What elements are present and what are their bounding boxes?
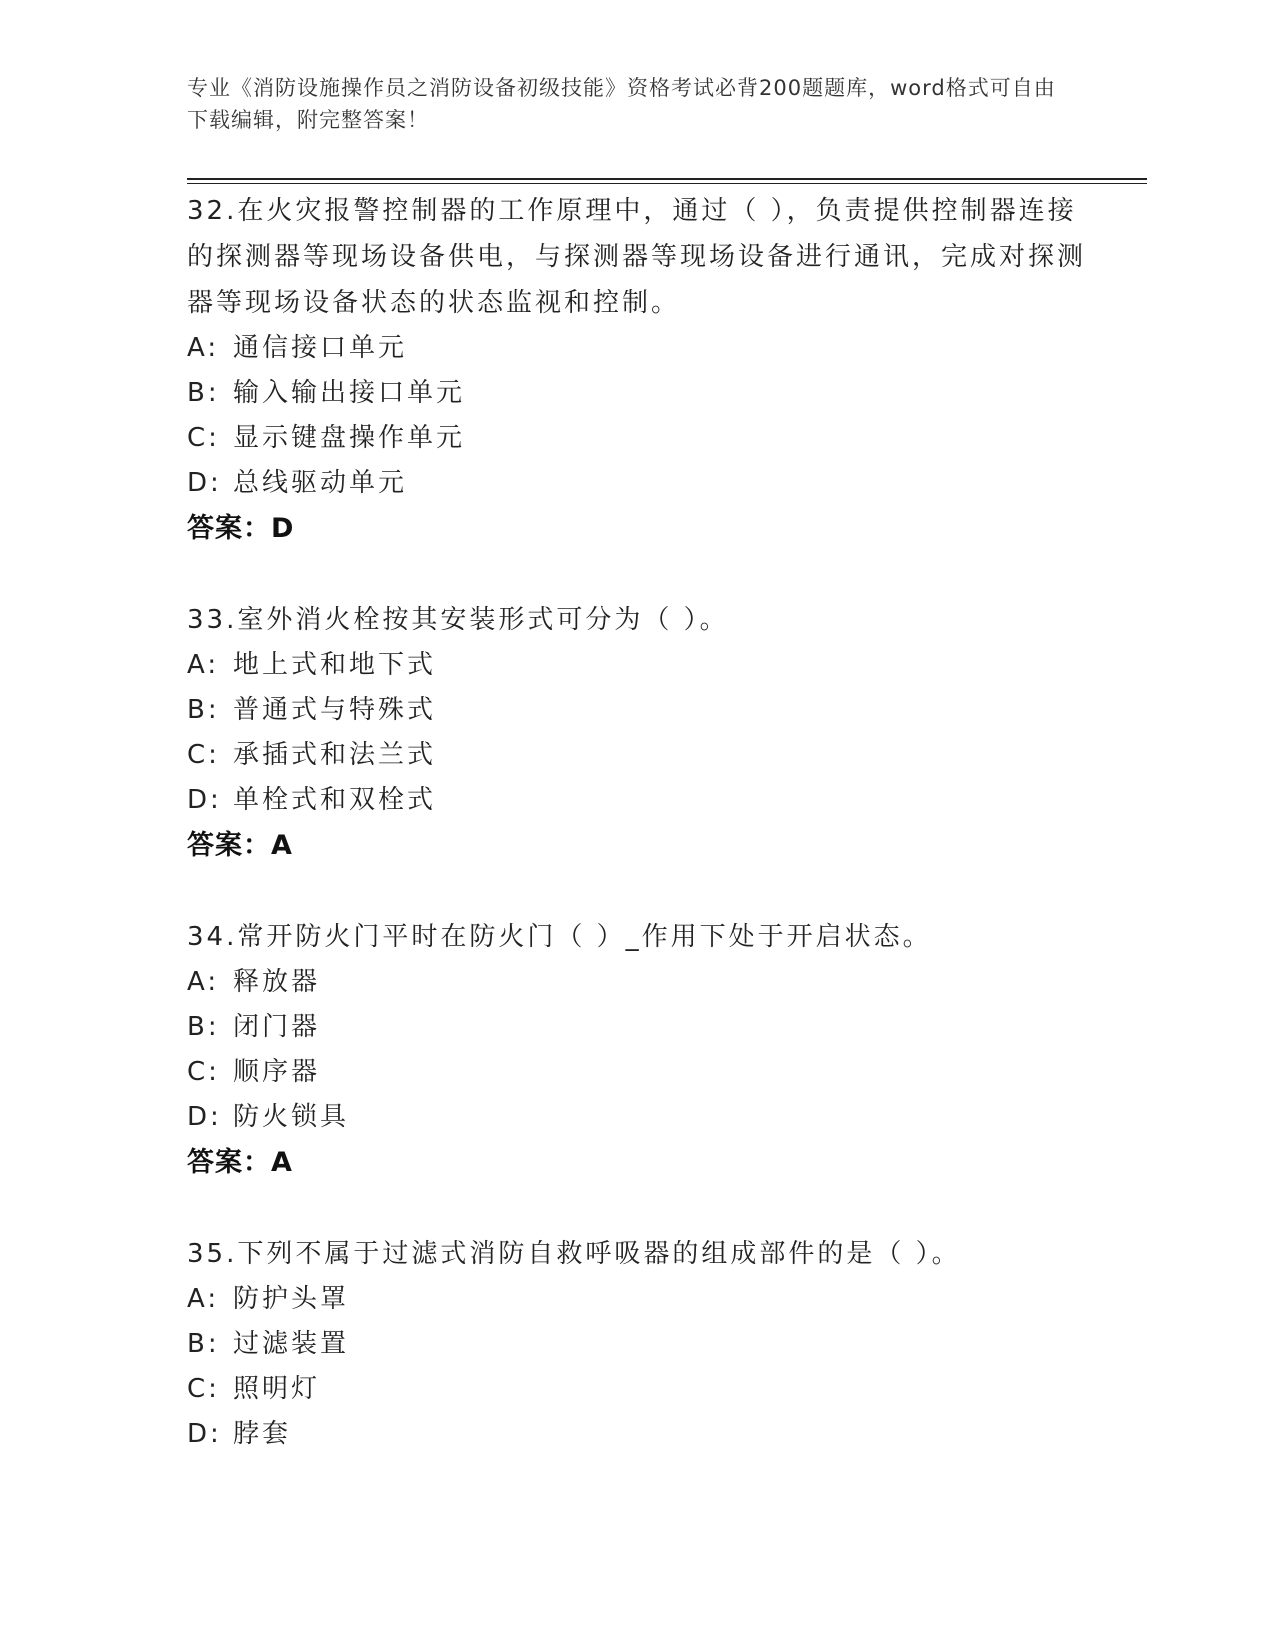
option-letter: D: <box>187 1102 222 1132</box>
option-a <box>187 1277 1087 1322</box>
option-letter: B: <box>187 1012 220 1042</box>
option-b <box>187 1005 1087 1050</box>
option-letter: D: <box>187 1419 222 1449</box>
option-d <box>187 1095 1087 1140</box>
option-letter: B: <box>187 378 220 408</box>
option-text: 顺序器 <box>233 1057 321 1087</box>
question-stem: 33.室外消火栓按其安装形式可分为（ ）。 <box>187 605 729 635</box>
option-text: 输入输出接口单元 <box>233 378 466 408</box>
option-letter: B: <box>187 695 220 725</box>
option-letter: C: <box>187 423 220 453</box>
option-letter: A: <box>187 333 220 363</box>
option-d <box>187 461 1087 506</box>
question-stem: 35.下列不属于过滤式消防自救呼吸器的组成部件的是（ ）。 <box>187 1239 961 1269</box>
option-text: 总线驱动单元 <box>233 468 408 498</box>
option-text: 照明灯 <box>233 1374 321 1404</box>
option-d <box>187 778 1087 823</box>
header-divider-thin <box>187 183 1147 184</box>
option-d <box>187 1412 1087 1457</box>
option-text: 闭门器 <box>233 1012 321 1042</box>
option-c <box>187 416 1087 461</box>
option-a <box>187 643 1087 688</box>
option-text: 承插式和法兰式 <box>233 740 437 770</box>
answer-line: 答案：A <box>187 830 293 861</box>
option-letter: A: <box>187 1284 220 1314</box>
option-letter: D: <box>187 785 222 815</box>
option-text: 显示键盘操作单元 <box>233 423 466 453</box>
option-text: 过滤装置 <box>233 1329 350 1359</box>
option-letter: C: <box>187 1057 220 1087</box>
question-list <box>187 188 1087 1502</box>
document-header: 专业《消防设施操作员之消防设备初级技能》资格考试必背200题题库，word格式可自由下载编辑，附完整答案！ <box>187 76 1056 132</box>
question-32 <box>187 188 1087 552</box>
option-text: 普通式与特殊式 <box>233 695 437 725</box>
option-c <box>187 1367 1087 1412</box>
option-letter: C: <box>187 740 220 770</box>
answer-line: 答案：A <box>187 1147 293 1178</box>
option-c <box>187 1050 1087 1095</box>
option-text: 单栓式和双栓式 <box>233 785 437 815</box>
answer-line: 答案：D <box>187 513 295 544</box>
option-a <box>187 326 1087 371</box>
option-b <box>187 688 1087 733</box>
header-divider-thick <box>187 178 1147 180</box>
option-c <box>187 733 1087 778</box>
option-letter: C: <box>187 1374 220 1404</box>
question-33 <box>187 597 1087 869</box>
question-stem: 32.在火灾报警控制器的工作原理中，通过（ ），负责提供控制器连接的探测器等现场设备供电，与探测器等现场设备进行通讯，完成对探测器等现场设备状态的状态监视和控制。 <box>187 196 1087 318</box>
option-text: 脖套 <box>233 1419 292 1449</box>
option-text: 地上式和地下式 <box>233 650 437 680</box>
question-stem: 34.常开防火门平时在防火门（ ）_作用下处于开启状态。 <box>187 922 932 952</box>
option-b <box>187 371 1087 416</box>
option-a <box>187 960 1087 1005</box>
question-34 <box>187 914 1087 1186</box>
option-b <box>187 1322 1087 1367</box>
option-letter: A: <box>187 650 220 680</box>
option-letter: B: <box>187 1329 220 1359</box>
question-35 <box>187 1231 1087 1457</box>
option-letter: A: <box>187 967 220 997</box>
option-text: 释放器 <box>233 967 321 997</box>
option-text: 通信接口单元 <box>233 333 408 363</box>
option-text: 防护头罩 <box>233 1284 350 1314</box>
option-letter: D: <box>187 468 222 498</box>
option-text: 防火锁具 <box>233 1102 350 1132</box>
